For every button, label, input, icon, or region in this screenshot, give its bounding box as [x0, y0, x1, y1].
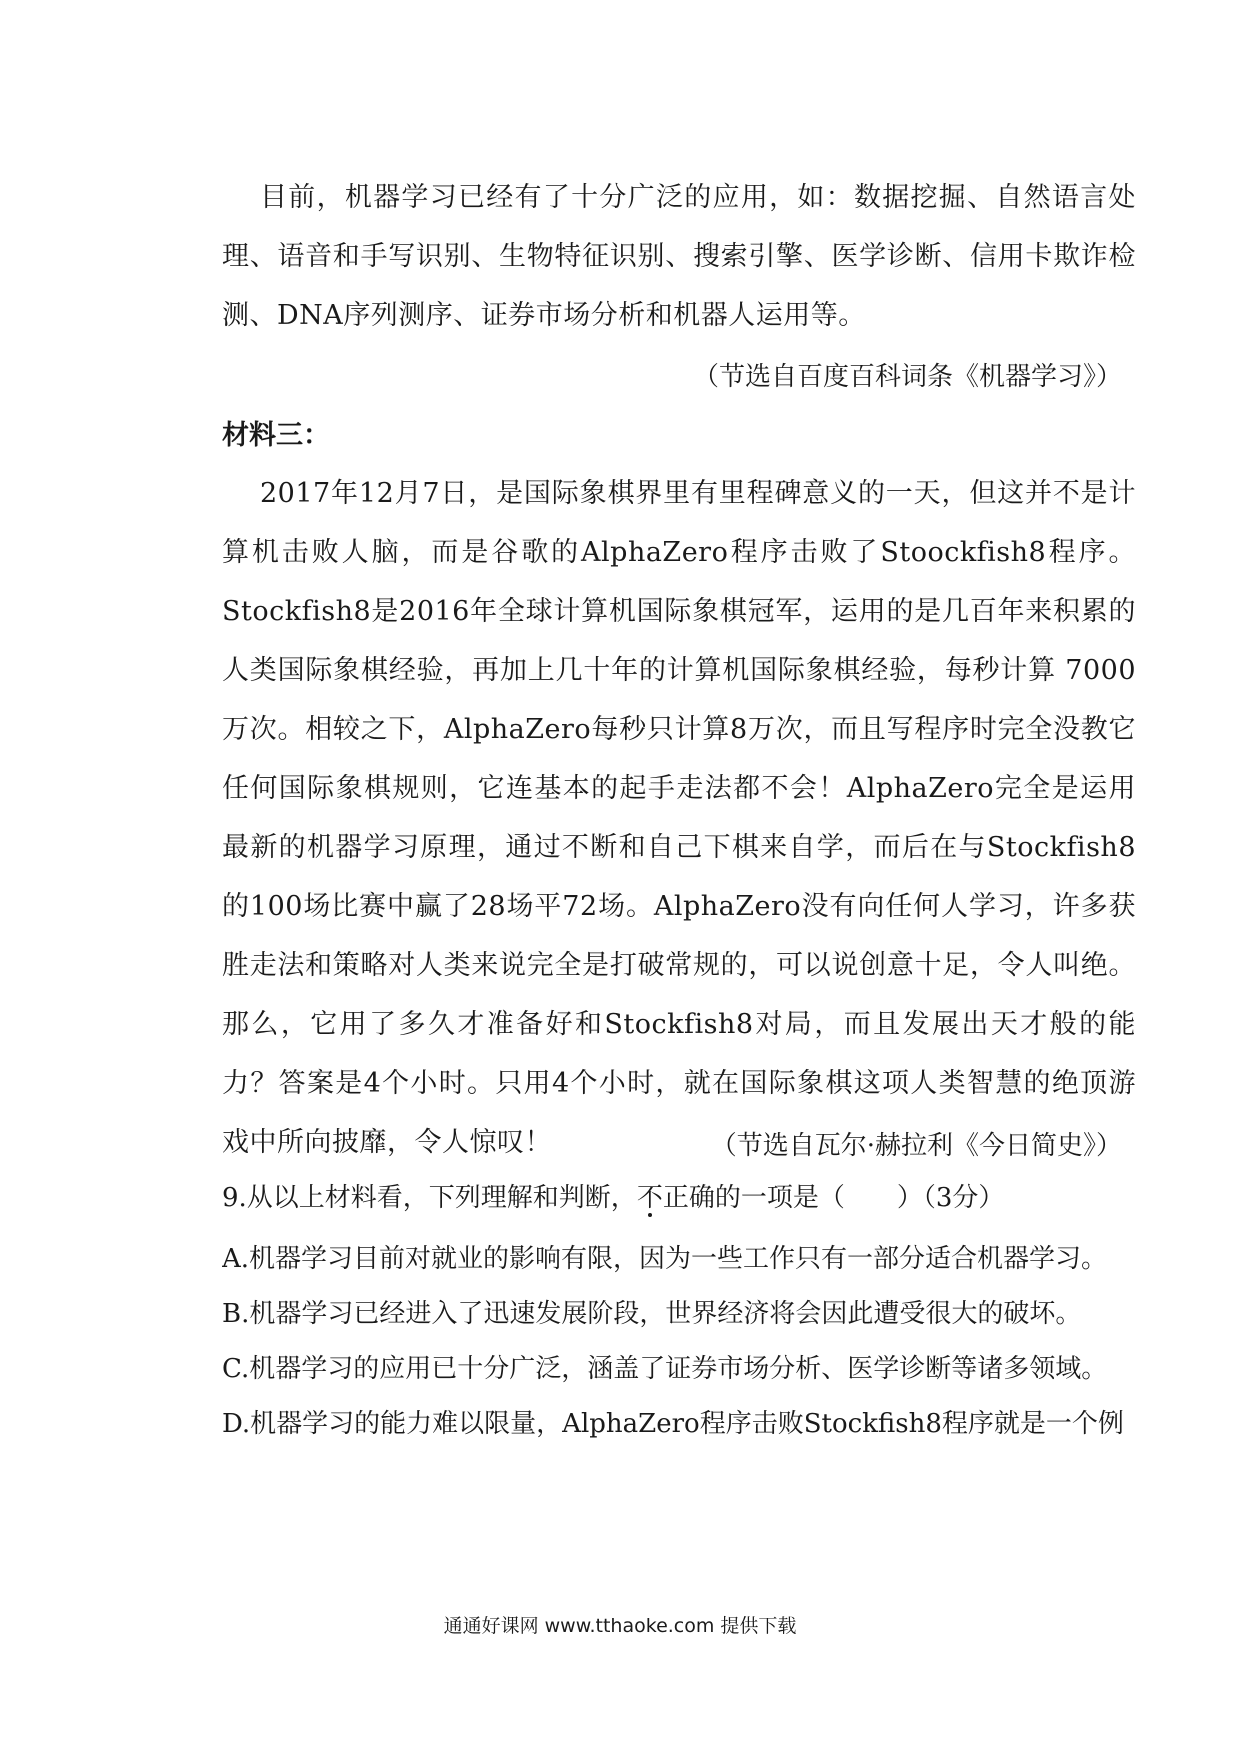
answer-options [222, 1232, 1142, 1452]
material-two-paragraph: 目前，机器学习已经有了十分广泛的应用，如：数据挖掘、自然语言处理、语音和手写识别、生物特征识别、搜索引擎、医学诊断、信用卡欺诈检测、DNA序列测序、证券市场分析和机器人运用等。 [222, 182, 1136, 331]
option-a: A.机器学习目前对就业的影响有限，因为一些工作只有一部分适合机器学习。 [222, 1244, 1108, 1274]
material-three-heading: 材料三： [222, 420, 330, 451]
question-suffix: 正确的一项是（ ）（3分） [662, 1183, 1005, 1213]
material-three-source: （节选自瓦尔·赫拉利《今日简史》） [710, 1131, 1122, 1161]
option-c: C.机器学习的应用已十分广泛，涵盖了证券市场分析、医学诊断等诸多领域。 [222, 1354, 1108, 1384]
option-d: D.机器学习的能力难以限量，AlphaZero程序击败Stockfish8程序就是一个例 [222, 1409, 1124, 1439]
material-three-paragraph: 2017年12月7日，是国际象棋界里有里程碑意义的一天，但这并不是计算机击败人脑，而是谷歌的AlphaZero程序击败了Stoockfish8程序。Stockfish8是2016年全球计算机国际象棋冠军，运用的是几百年来积累的人类国际象棋经验，再加上几十年的计算机国际象棋经验，每秒计算 7000 万次。相较之下，AlphaZero每秒只计算8万次，而且写程序时完全没教它任何国际象棋规则，它连基本的起手走法都不会！AlphaZero完全是运用最新的机器学习原理，通过不断和自己下棋来自学，而后在与Stockfish8的100场比赛中赢了28场平72场。AlphaZero没有向任何人学习，许多获胜走法和策略对人类来说完全是打破常规的，可以说创意十足，令人叫绝。那么，它用了多久才准备好和Stockfish8对局，而且发展出天才般的能力？答案是4个小时。只用4个小时，就在国际象棋这项人类智慧的绝顶游戏中所向披靡，令人惊叹！ [222, 478, 1136, 1158]
option-b: B.机器学习已经进入了迅速发展阶段，世界经济将会因此遭受很大的破坏。 [222, 1299, 1082, 1329]
question-prefix: 9.从以上材料看，下列理解和判断， [222, 1183, 637, 1213]
question-stem [222, 1178, 1004, 1218]
page-footer: 通通好课网 www.tthaoke.com 提供下载 [443, 1615, 797, 1637]
question-emphasis: 不 [636, 1183, 663, 1213]
material-two-source: （节选自百度百科词条《机器学习》） [692, 362, 1122, 392]
